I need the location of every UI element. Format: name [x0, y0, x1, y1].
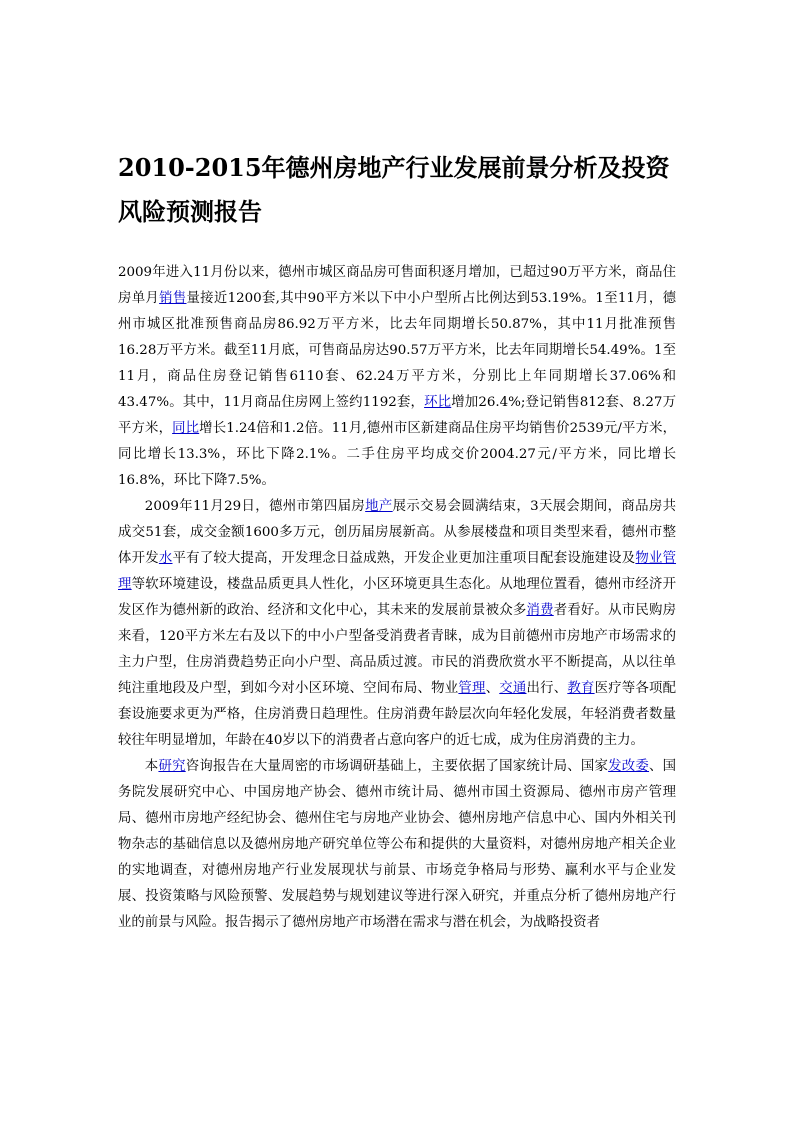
- paragraph-3: [118, 754, 676, 936]
- link-traffic[interactable]: 交通: [499, 681, 527, 696]
- text-run: 者看好。从市民购房来看，120平方米左右及以下的中小户型备受消费者青睐，成为目前德州市房地产市场需求的主力户型，住房消费趋势正向小户型、高品质过渡。市民的消费欣赏水平不断提高，从以往单纯注重地段及户型，到如今对小区环境、空间布局、物业: [118, 603, 677, 696]
- text-run: 量接近1200套,其中90平方米以下中小户型所占比例达到53.19%。1至11月，德州市城区批准预售商品房86.92万平方米，比去年同期增长50.87%，其中11月批准预售16.28万平方米。截至11月底，可售商品房达90.57万平方米，比去年同期增长54.49%。1至11月，商品住房登记销售6110套、62.24万平方米，分别比上年同期增长37.06%和43.47%。其中，11月商品住房网上签约1192套，: [118, 291, 677, 410]
- paragraph-1: [118, 260, 676, 494]
- link-management[interactable]: 管理: [458, 681, 486, 696]
- link-property-management[interactable]: 物业管理: [118, 551, 677, 592]
- link-month-on-month[interactable]: 环比: [424, 395, 452, 410]
- text-run: 、: [485, 681, 500, 696]
- text-run: 平有了较大提高，开发理念日益成熟，开发企业更加注重项目配套设施建设及: [172, 551, 636, 566]
- text-run: 等软环境建设，楼盘品质更具人性化，小区环境更具生态化。从地理位置看，德州市经济开发区作为德州新的政治、经济和文化中心，其未来的发展前景被众多: [118, 577, 677, 618]
- text-run: 2009年11月29日，德州市第四届房: [144, 499, 366, 514]
- document-title: 2010-2015年德州房地产行业发展前景分析及投资风险预测报告: [118, 153, 670, 226]
- text-run: 、国务院发展研究中心、中国房地产协会、德州市统计局、德州市国土资源局、德州市房产管理局、德州市房地产经纪协会、德州住宅与房地产业协会、德州房地产信息中心、国内外相关刊物杂志的基础信息以及德州房地产研究单位等公布和提供的大量资料，对德州房地产相关企业的实地调查，对德州房地产行业发展现状与前景、市场竞争格局与形势、赢利水平与企业发展、投资策略与风险预警、发展趋势与规划建议等进行深入研究，并重点分析了德州房地产行业的前景与风险。报告揭示了德州房地产市场潜在需求与潜在机会，为战略投资者: [118, 759, 677, 930]
- document-body: [118, 260, 676, 936]
- text-run: 医疗等各项配套设施要求更为严格，住房消费日趋理性。住房消费年龄层次向年轻化发展，年轻消费者数量较往年明显增加，年龄在40岁以下的消费者占意向客户的近七成，成为住房消费的主力。: [118, 681, 677, 748]
- text-run: 展示交易会圆满结束，3天展会期间，商品房共成交51套，成交金额1600多万元，创历届房展新高。从参展楼盘和项目类型来看，德州市整体开发: [118, 499, 677, 566]
- link-year-on-year[interactable]: 同比: [172, 421, 200, 436]
- link-water[interactable]: 水: [158, 551, 173, 566]
- text-run: 2009年进入11月份以来，德州市城区商品房可售面积逐月增加，已超过90万平方米，商品住房单月: [118, 265, 676, 306]
- link-sales[interactable]: 销售: [159, 291, 187, 306]
- link-education[interactable]: 教育: [567, 681, 595, 696]
- link-consumption[interactable]: 消费: [526, 603, 554, 618]
- text-run: 增加26.4%;登记销售812套、8.27万平方米，: [118, 395, 676, 436]
- text-run: 本: [144, 759, 159, 774]
- text-run: 增长1.24倍和1.2倍。11月,德州市区新建商品住房平均销售价2539元/平方米，同比增长13.3%，环比下降2.1%。二手住房平均成交价2004.27元/平方米，同比增长16.8%，环比下降7.5%。: [118, 421, 677, 488]
- text-run: 咨询报告在大量周密的市场调研基础上，主要依据了国家统计局、国家: [185, 759, 609, 774]
- text-run: 出行、: [526, 681, 568, 696]
- link-research[interactable]: 研究: [158, 759, 186, 774]
- paragraph-2: [118, 494, 676, 754]
- link-real-estate[interactable]: 地产: [365, 499, 393, 514]
- link-ndrc[interactable]: 发改委: [608, 759, 650, 774]
